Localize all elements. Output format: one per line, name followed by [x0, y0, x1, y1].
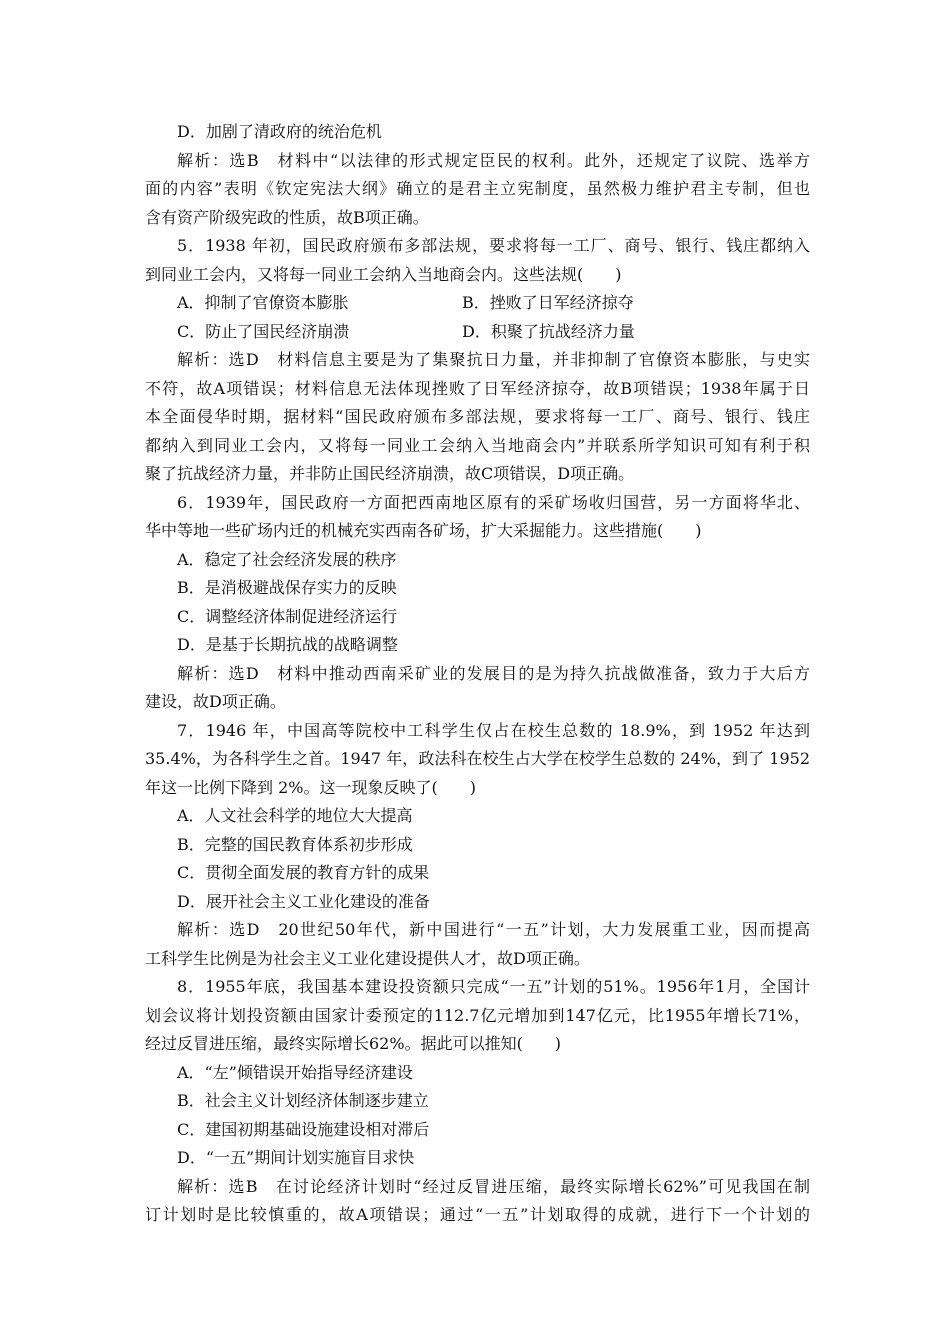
option-d-line: D．加剧了清政府的统治危机 — [177, 122, 382, 141]
question-8-stem: 8．1955年底，我国基本建设投资额只完成“一五”计划的51%。1956年1月，全国计 — [177, 977, 810, 996]
option-d: D．积聚了抗战经济力量 — [462, 321, 635, 341]
explanation-line: 不符，故A项错误；材料信息无法体现挫败了日军经济掠夺，故B项错误；1938年属于日 — [145, 378, 810, 398]
option-d: D．展开社会主义工业化建设的准备 — [177, 891, 430, 911]
option-b: B．是消极避战保存实力的反映 — [177, 578, 397, 597]
option-b: B．挫败了日军经济掠夺 — [462, 293, 634, 312]
explanation-line: 解析：选D 20世纪50年代，新中国进行“一五”计划，大力发展重工业，因而提高 — [177, 920, 810, 939]
explanation-line: 建设，故D项正确。 — [145, 692, 286, 711]
option-d: D．“一五”期间计划实施盲目求快 — [177, 1148, 415, 1167]
explanation-line: 聚了抗战经济力量，并非防止国民经济崩溃，故C项错误，D项正确。 — [145, 464, 635, 483]
explanation-line: 解析：选B 在讨论经济计划时“经过反冒进压缩，最终实际增长62%”可见我国在制 — [177, 1176, 810, 1196]
explanation-line: 面的内容”表明《钦定宪法大纲》确立的是君主立宪制度，虽然极力维护君主专制，但也 — [145, 179, 810, 198]
question-7-stem: 7．1946 年，中国高等院校中工科学生仅占在校生总数的 18.9%，到 1952 年达到 — [177, 720, 810, 740]
question-7-stem: 年这一比例下降到 2%。这一现象反映了( ) — [145, 777, 476, 797]
option-a: A．稳定了社会经济发展的秩序 — [177, 549, 397, 569]
option-c: C．调整经济体制促进经济运行 — [177, 606, 398, 626]
option-a: A．人文社会科学的地位大大提高 — [177, 806, 413, 825]
explanation-line: 解析：选D 材料信息主要是为了集聚抗日力量，并非抑制了官僚资本膨胀，与史实 — [177, 350, 810, 369]
explanation-line: 解析：选B 材料中“以法律的形式规定臣民的权利。此外，还规定了议院、选举方 — [177, 150, 810, 170]
question-6-stem: 华中等地一些矿场内迁的机械充实西南各矿场，扩大采掘能力。这些措施( ) — [145, 521, 702, 540]
document-page — [145, 118, 810, 1230]
explanation-line: 工科学生比例是为社会主义工业化建设提供人才，故D项正确。 — [145, 948, 590, 968]
question-7-stem: 35.4%，为各科学生之首。1947 年，政法科在校生占大学在校学生总数的 24%，到了 1952 — [145, 749, 810, 768]
question-5-options-row — [145, 289, 810, 318]
explanation-line: 订计划时是比较慎重的，故A项错误；通过“一五”计划取得的成就，进行下一个计划的 — [145, 1205, 810, 1224]
explanation-line: 本全面侵华时期，据材料“国民政府颁布多部法规，要求将每一工厂、商号、银行、钱庄 — [145, 407, 810, 426]
option-b: B．完整的国民教育体系初步形成 — [177, 834, 413, 854]
question-8-stem: 经过反冒进压缩，最终实际增长62%。据此可以推知( ) — [145, 1034, 562, 1053]
option-b: B．社会主义计划经济体制逐步建立 — [177, 1091, 429, 1110]
question-5-stem: 到同业工会内，又将每一同业工会纳入当地商会内。这些法规( ) — [145, 264, 622, 284]
question-6-stem: 6．1939年，国民政府一方面把西南地区原有的采矿场收归国营，另一方面将华北、 — [177, 492, 810, 512]
option-a: A．抑制了官僚资本膨胀 — [177, 293, 349, 312]
option-c: C．建国初期基础设施建设相对滞后 — [177, 1119, 430, 1139]
explanation-line: 解析：选D 材料中推动西南采矿业的发展目的是为持久抗战做准备，致力于大后方 — [177, 663, 810, 683]
question-8-stem: 划会议将计划投资额由国家计委预定的112.7亿元增加到147亿元，比1955年增长71%， — [145, 1005, 810, 1025]
option-a: A．“左”倾错误开始指导经济建设 — [177, 1062, 413, 1082]
explanation-line: 都纳入到同业工会内，又将每一同业工会纳入当地商会内”并联系所学知识可知有利于积 — [145, 435, 810, 455]
option-c: C．防止了国民经济崩溃 — [177, 321, 350, 341]
option-c: C．贯彻全面发展的教育方针的成果 — [177, 863, 430, 882]
question-5-stem: 5．1938 年初，国民政府颁布多部法规，要求将每一工厂、商号、银行、钱庄都纳入 — [177, 236, 810, 255]
option-d: D．是基于长期抗战的战略调整 — [177, 635, 398, 654]
explanation-line: 含有资产阶级宪政的性质，故B项正确。 — [145, 207, 429, 227]
question-5-options-row — [145, 318, 810, 347]
